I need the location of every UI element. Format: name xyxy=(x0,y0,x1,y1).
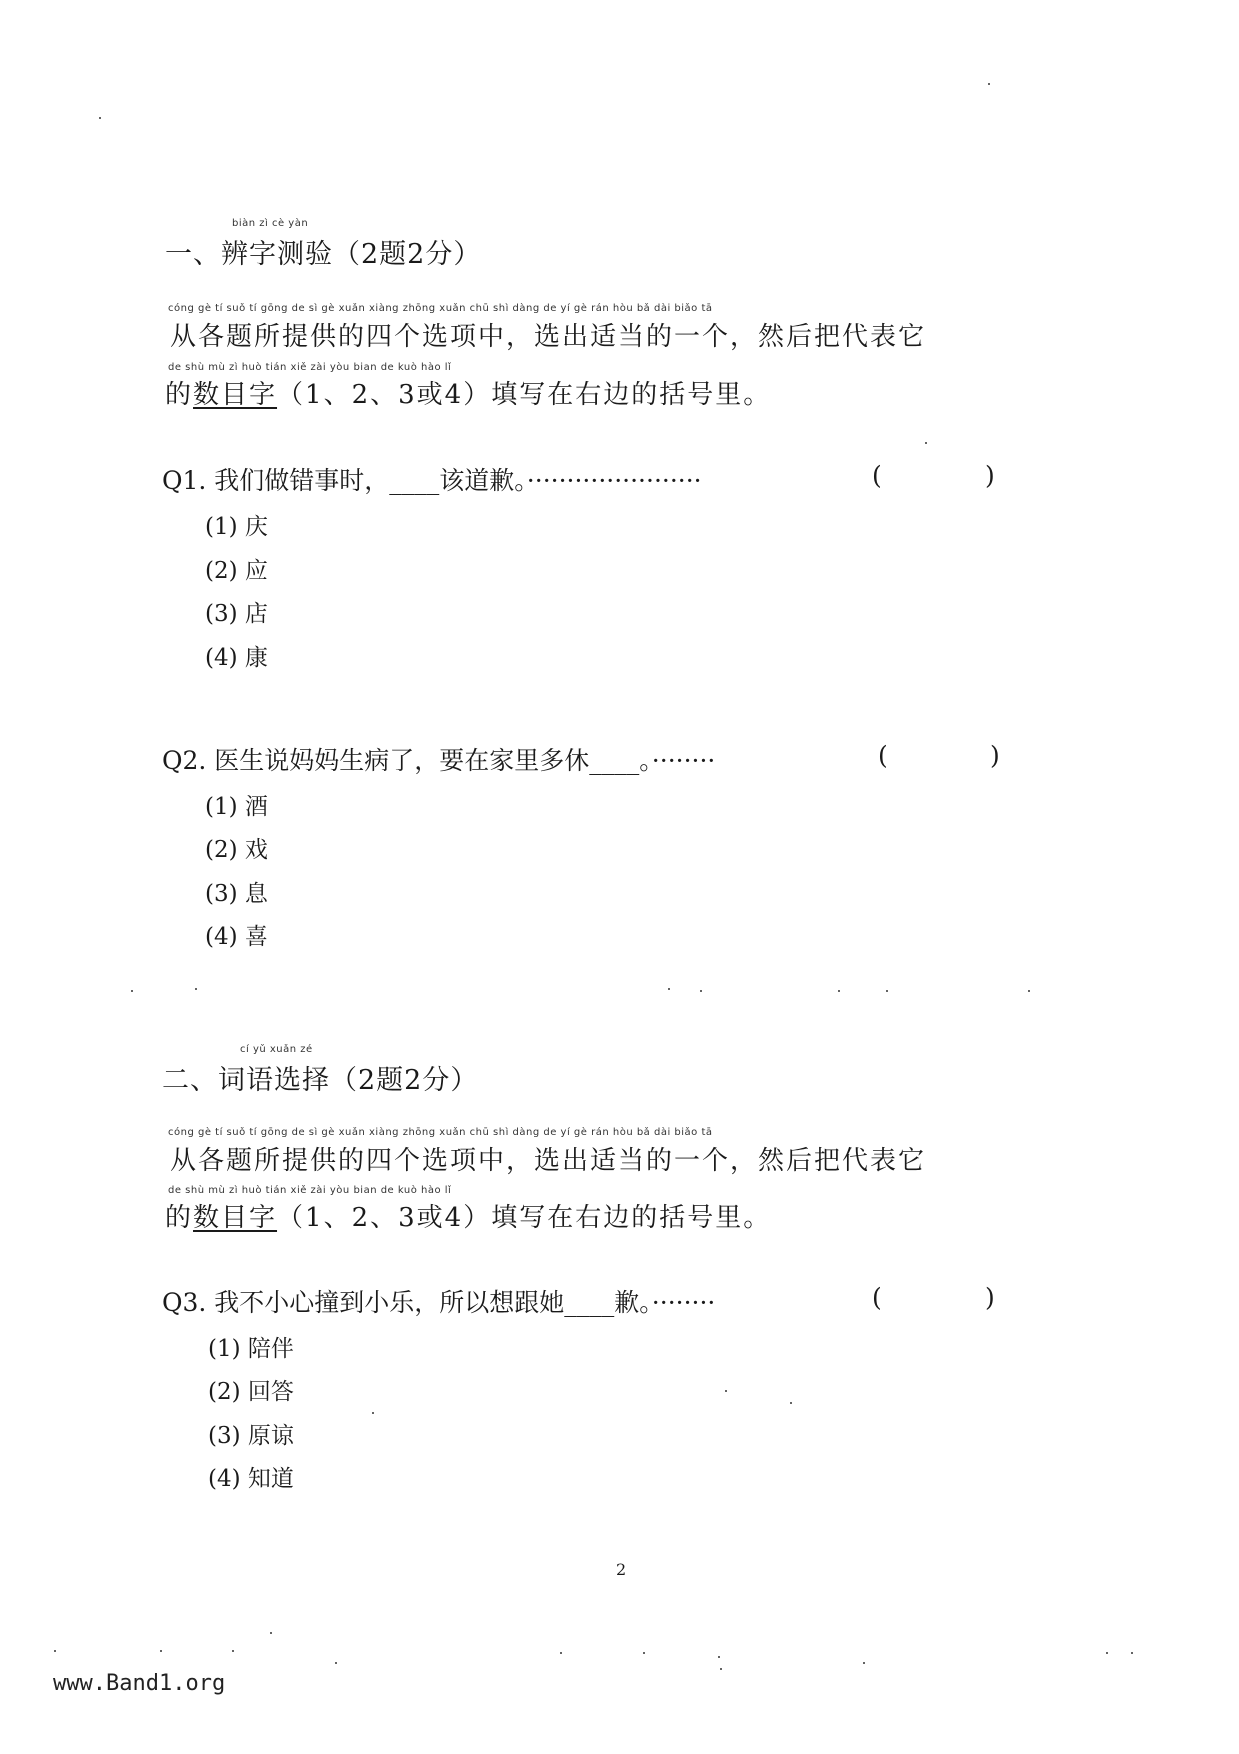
q3-answer-paren-close[interactable]: ) xyxy=(985,1283,995,1312)
section2-pinyin: cí yǔ xuǎn zé xyxy=(240,1044,313,1055)
instr-prefix: 的 xyxy=(165,380,194,410)
instr-underlined-term: 数目字 xyxy=(193,380,278,410)
page-number: 2 xyxy=(616,1560,627,1579)
scan-speck xyxy=(718,1656,720,1658)
instr-underlined-term: 数目字 xyxy=(193,1203,278,1233)
section2-instruction-line2 xyxy=(165,1197,771,1234)
scan-speck xyxy=(335,1662,337,1664)
q3-option-3: (3) 原谅 xyxy=(208,1423,294,1449)
section1-instruction-line1: 从各题所提供的四个选项中，选出适当的一个，然后把代表它 xyxy=(170,322,927,352)
section2-instruction-line1: 从各题所提供的四个选项中，选出适当的一个，然后把代表它 xyxy=(170,1146,927,1176)
question-3: Q3. 我不小心撞到小乐，所以想跟她____歉。········ xyxy=(162,1288,716,1317)
scan-speck xyxy=(925,442,927,444)
scan-speck xyxy=(863,1662,865,1664)
instr-prefix: 的 xyxy=(165,1203,194,1233)
q1-option-2: (2) 应 xyxy=(205,558,268,584)
q2-answer-paren-close[interactable]: ) xyxy=(990,741,1000,770)
q2-option-1: (1) 酒 xyxy=(205,794,268,820)
scan-speck xyxy=(99,117,101,119)
q2-answer-paren-open[interactable]: ( xyxy=(878,741,888,770)
q2-option-3: (3) 息 xyxy=(205,881,268,907)
scan-speck xyxy=(720,1668,722,1670)
instr-suffix: （1、2、3或4）填写在右边的括号里。 xyxy=(277,1203,772,1233)
scan-speck xyxy=(886,990,888,992)
scan-speck xyxy=(54,1650,56,1652)
scan-speck xyxy=(232,1650,234,1652)
q1-answer-paren-close[interactable]: ) xyxy=(985,461,995,490)
q1-option-3: (3) 店 xyxy=(205,601,268,627)
scan-speck xyxy=(560,1652,562,1654)
watermark-text: www.Band1.org xyxy=(53,1671,226,1696)
scan-speck xyxy=(790,1402,792,1404)
scan-speck xyxy=(195,988,197,990)
q3-option-4: (4) 知道 xyxy=(208,1466,294,1492)
scan-speck xyxy=(1106,1652,1108,1654)
section1-instr-pinyin-2: de shù mù zì huò tián xiě zài yòu bian de kuò hào lǐ xyxy=(168,362,452,373)
q2-option-4: (4) 喜 xyxy=(205,924,268,950)
scan-speck xyxy=(270,1632,272,1634)
scan-speck xyxy=(372,1412,374,1414)
q3-option-1: (1) 陪伴 xyxy=(208,1336,294,1362)
scan-speck xyxy=(1131,1652,1133,1654)
q3-answer-paren-open[interactable]: ( xyxy=(872,1283,882,1312)
scan-speck xyxy=(725,1390,727,1392)
q1-option-4: (4) 康 xyxy=(205,645,268,671)
scan-speck xyxy=(131,990,133,992)
q1-option-1: (1) 庆 xyxy=(205,514,268,540)
question-2: Q2. 医生说妈妈生病了，要在家里多休____。········ xyxy=(162,746,716,775)
scan-speck xyxy=(1028,990,1030,992)
q2-option-2: (2) 戏 xyxy=(205,837,268,863)
section2-instr-pinyin-2: de shù mù zì huò tián xiě zài yòu bian de kuò hào lǐ xyxy=(168,1185,452,1196)
section2-title: 二、词语选择（2题2分） xyxy=(162,1065,479,1096)
scan-speck xyxy=(838,990,840,992)
scan-speck xyxy=(160,1650,162,1652)
q3-option-2: (2) 回答 xyxy=(208,1379,294,1405)
scan-speck xyxy=(700,990,702,992)
section2-instr-pinyin-1: cóng gè tí suǒ tí gōng de sì gè xuǎn xiàng zhōng xuǎn chū shì dàng de yí gè rán hòu bǎ dài biǎo tā xyxy=(168,1127,713,1138)
section1-pinyin: biàn zì cè yàn xyxy=(232,218,309,229)
section1-instr-pinyin-1: cóng gè tí suǒ tí gōng de sì gè xuǎn xiàng zhōng xuǎn chū shì dàng de yí gè rán hòu bǎ dài biǎo tā xyxy=(168,303,713,314)
question-1: Q1. 我们做错事时，____该道歉。······················ xyxy=(162,466,702,495)
q1-answer-paren-open[interactable]: ( xyxy=(872,461,882,490)
section1-title: 一、辨字测验（2题2分） xyxy=(165,239,482,270)
scan-speck xyxy=(988,83,990,85)
instr-suffix: （1、2、3或4）填写在右边的括号里。 xyxy=(277,380,772,410)
scan-speck xyxy=(668,988,670,990)
scan-speck xyxy=(643,1652,645,1654)
section1-instruction-line2 xyxy=(165,374,771,411)
